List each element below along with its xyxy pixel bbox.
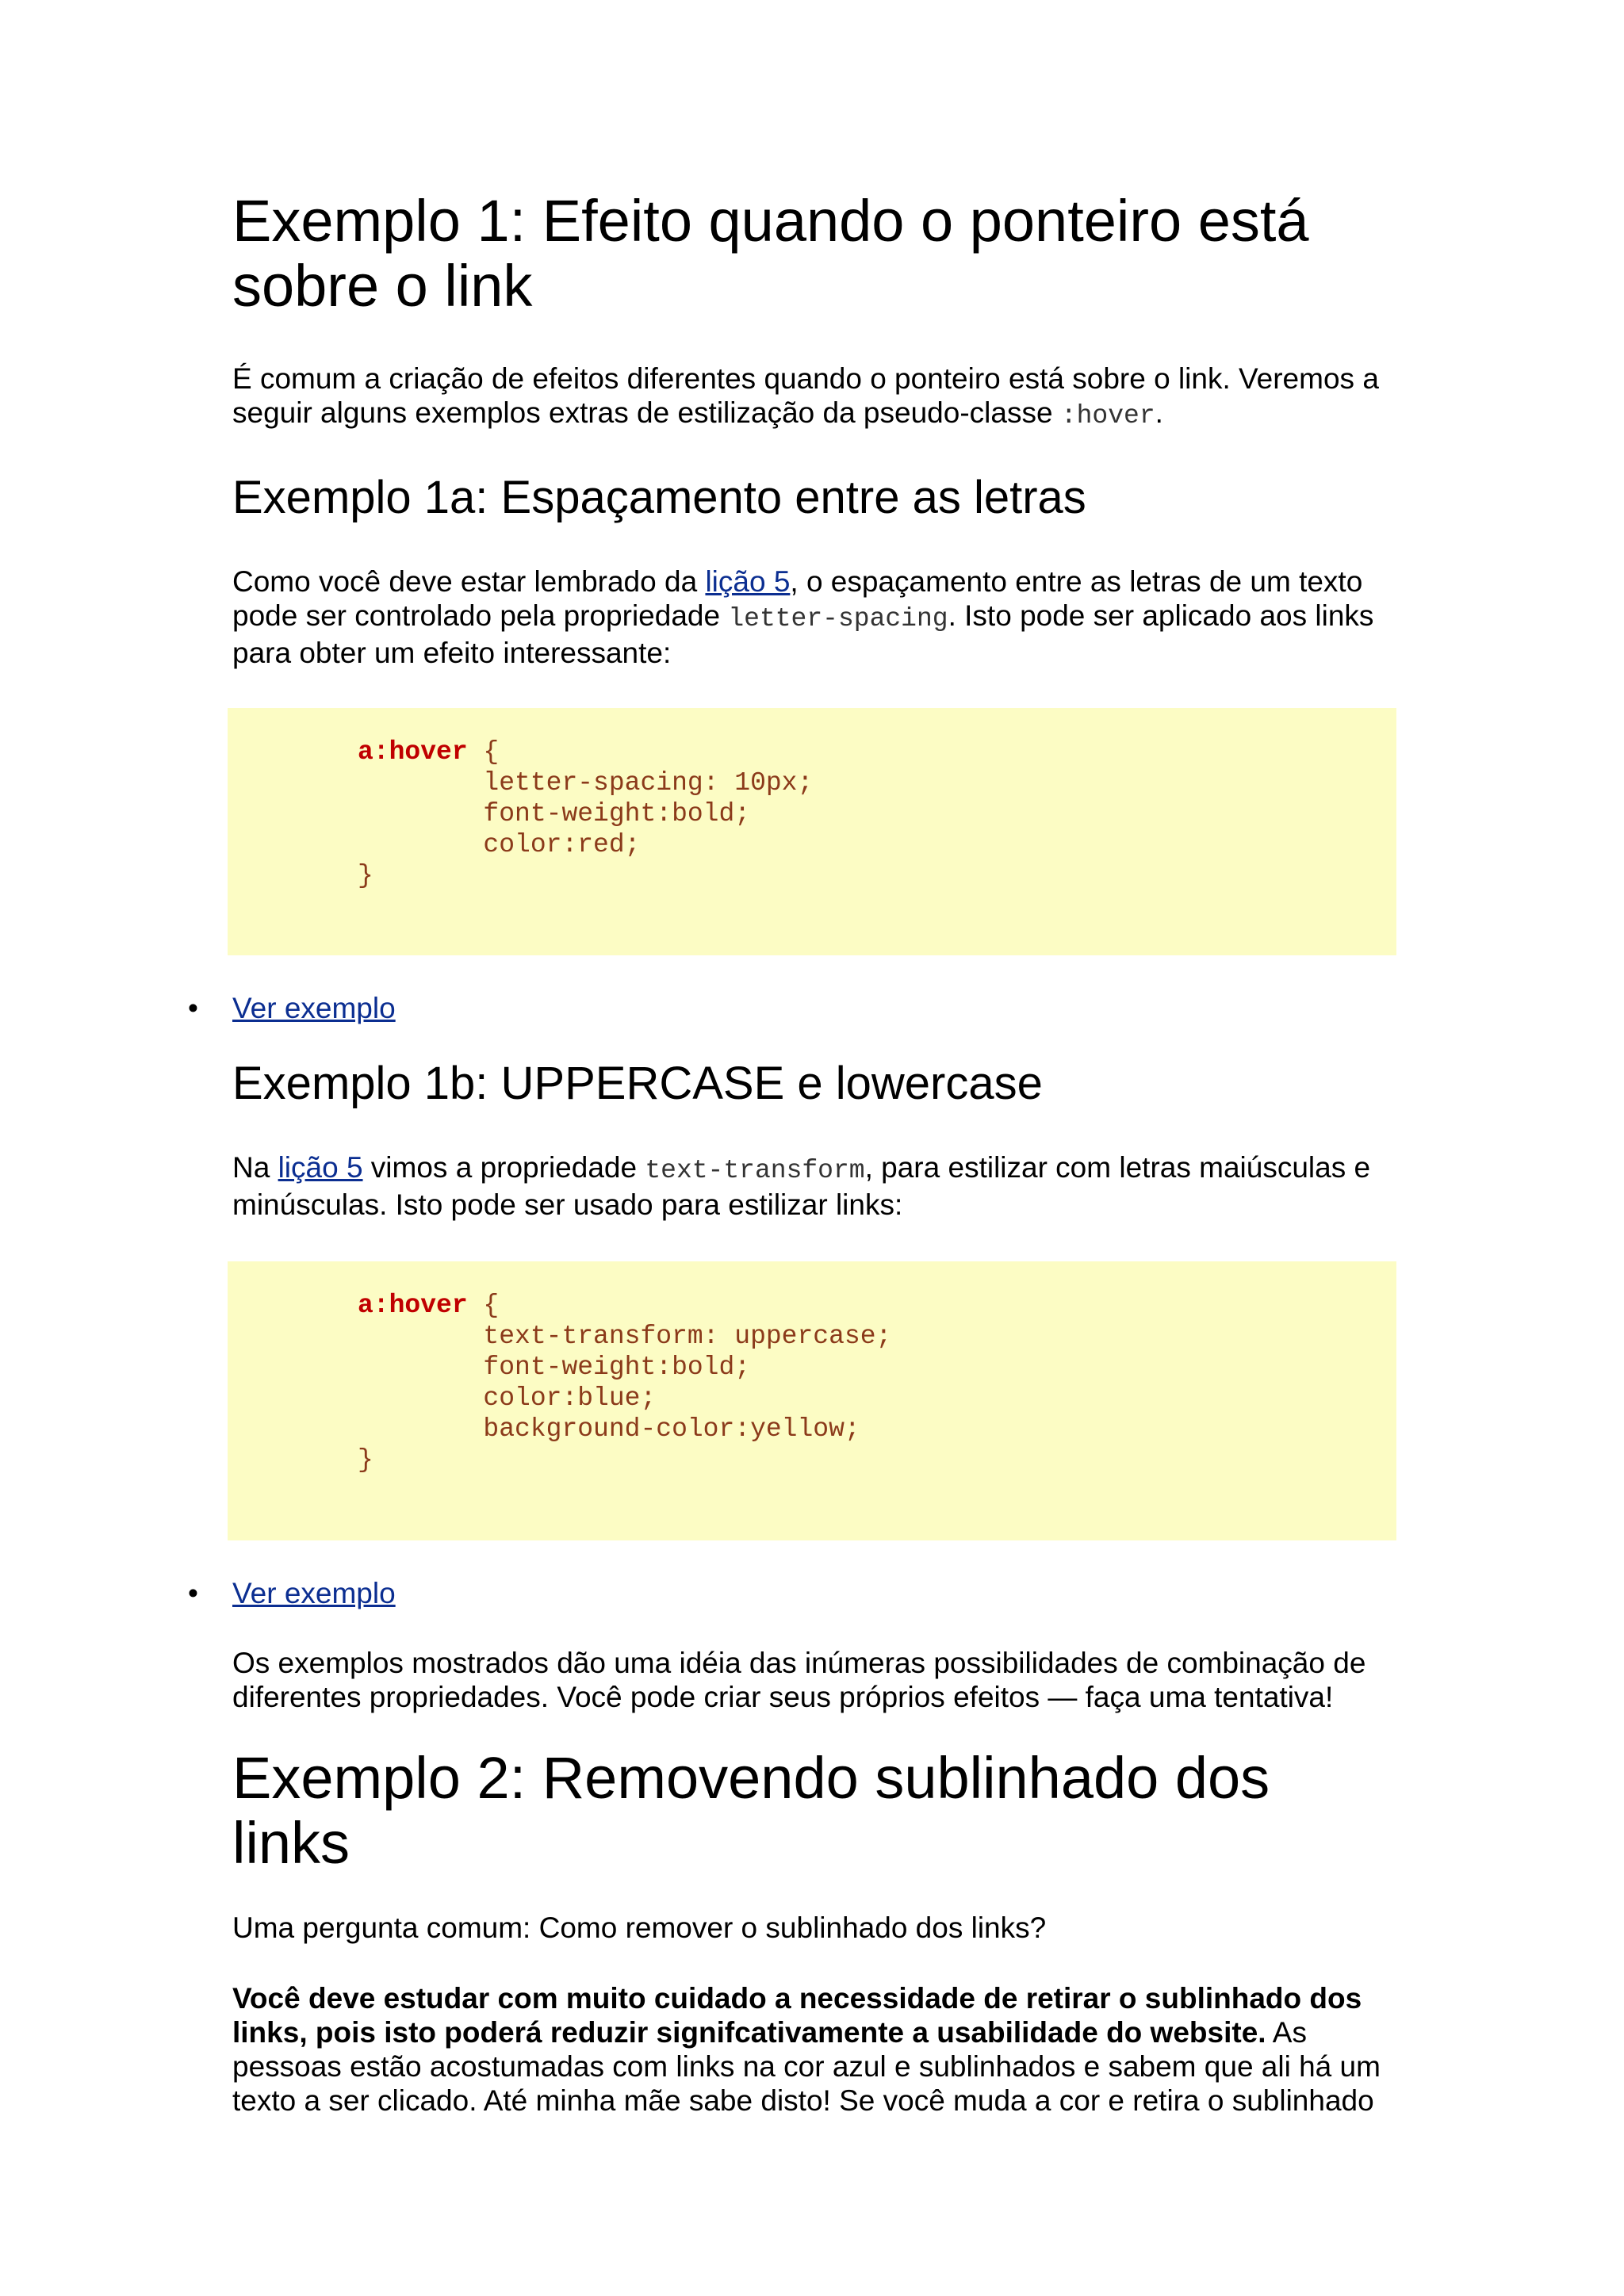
warning-bold-text: Você deve estudar com muito cuidado a necessidade de retirar o sublinhado dos links, pois isto poderá reduzir signifcativamente a usabilidade do website.: [232, 1982, 1362, 2049]
list-item-see-example-1b: [188, 1576, 1398, 1610]
paragraph-intro: [232, 362, 1398, 433]
code-line: font-weight:bold;: [358, 1353, 751, 1382]
intro-end: .: [1155, 396, 1163, 429]
code-open-brace: {: [467, 1291, 500, 1320]
text-before-link: Como você deve estar lembrado da: [232, 565, 706, 598]
code-close-brace: }: [358, 861, 373, 890]
inline-code-hover: :hover: [1060, 401, 1155, 430]
heading-example-2: Exemplo 2: Removendo sublinhado dos links: [232, 1745, 1270, 1876]
bullet-icon: •: [188, 992, 198, 1024]
code-close-brace: }: [358, 1445, 373, 1475]
paragraph-closing: Os exemplos mostrados dão uma idéia das inúmeras possibilidades de combinação de diferentes propriedades. Você pode criar seus próprios efeitos — faça uma tentativa!: [232, 1647, 1366, 1713]
code-line: color:red;: [358, 830, 641, 859]
document-page: [188, 188, 1398, 2118]
code-block-1a: [228, 708, 1396, 955]
inline-code-text-transform: text-transform: [645, 1156, 865, 1185]
text-after-link: vimos a propriedade: [362, 1151, 645, 1184]
code-selector: a:hover: [358, 1291, 468, 1320]
heading-example-1b: Exemplo 1b: UPPERCASE e lowercase: [232, 1058, 1043, 1109]
link-licao-5[interactable]: lição 5: [278, 1151, 363, 1184]
code-line: letter-spacing: 10px;: [358, 768, 814, 798]
text-end: , para estilizar com letras maiúsculas e minúsculas. Isto pode ser usado para estilizar links:: [232, 1151, 1371, 1221]
code-selector: a:hover: [358, 737, 468, 767]
list-item-see-example-1a: [188, 991, 1398, 1025]
paragraph-1b: [232, 1150, 1398, 1222]
link-licao-5[interactable]: lição 5: [705, 565, 791, 598]
code-open-brace: {: [467, 737, 500, 767]
code-line: text-transform: uppercase;: [358, 1322, 892, 1351]
code-line: color:blue;: [358, 1383, 657, 1413]
see-example-link-1b[interactable]: Ver exemplo: [232, 1577, 396, 1609]
text-after-link: , o espaçamento entre as letras de um texto pode ser controlado pela propriedade: [232, 565, 1363, 632]
code-line: font-weight:bold;: [358, 799, 751, 828]
intro-text: É comum a criação de efeitos diferentes quando o ponteiro está sobre o link. Veremos a seguir alguns exemplos extras de estilização da pseudo-classe: [232, 362, 1379, 429]
paragraph-question: Uma pergunta comum: Como remover o sublinhado dos links?: [232, 1911, 1047, 1944]
bullet-icon: •: [188, 1577, 198, 1609]
inline-code-letter-spacing: letter-spacing: [728, 604, 948, 633]
warning-rest-text: As pessoas estão acostumadas com links na cor azul e sublinhados e sabem que ali há um texto a ser clicado. Até minha mãe sabe disto! Se você muda a cor e retira o sublinhado: [232, 2016, 1381, 2117]
code-block-1b: [228, 1261, 1396, 1540]
see-example-link-1a[interactable]: Ver exemplo: [232, 992, 396, 1024]
paragraph-warning: [232, 1981, 1398, 2118]
text-before-link: Na: [232, 1151, 278, 1184]
heading-example-1a: Exemplo 1a: Espaçamento entre as letras: [232, 472, 1086, 523]
text-end: . Isto pode ser aplicado aos links para obter um efeito interessante:: [232, 599, 1374, 669]
paragraph-1a: [232, 564, 1398, 670]
heading-example-1: Exemplo 1: Efeito quando o ponteiro está sobre o link: [232, 188, 1309, 319]
code-line: background-color:yellow;: [358, 1414, 860, 1444]
